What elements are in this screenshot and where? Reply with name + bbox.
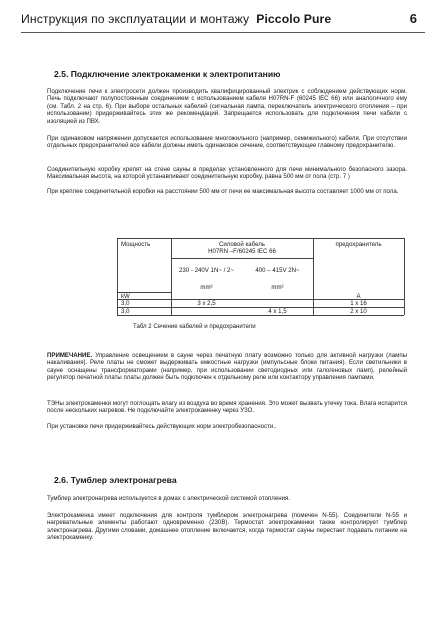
table-unit-mm2-400: mm² [271,284,284,291]
section-2-5-heading: 2.5. Подключение электрокаменки к электропитанию [54,69,281,79]
table-header-fuse: предохранитель [335,241,382,248]
table-unit-kw: kW [121,293,130,300]
section-2-5-paragraph-4: При креплее соединительной коробки на расстоянии 500 мм от печи ее максимальная высота составляет 1000 мм от пола. [47,188,399,195]
table-row-1-fuse: 1 x 16 [350,300,367,307]
page-header [21,12,425,38]
note-label: ПРИМЕЧАНИЕ. [47,352,93,359]
header-rule [21,32,425,33]
table-unit-mm2-230: mm² [200,284,213,291]
table-row-2-cable-400: 4 x 1,5 [268,308,287,315]
table-header-cable-type: H07RN –F/60245 IEC 66 [208,248,276,255]
section-2-5-paragraph-3: Соединительную коробку крепят на стене сауны в пределах установленного для печи минимального безопасного зазора. Максимальная высота, на которой устанавливают соединительную коробку, равна 500 мм от пола (стр. 7 ) [47,166,407,181]
section-2-5-paragraph-2: При одинаковом напряжении допускается использование многожильного (например, семижильного) кабеля. При отсутствии отдельных предохранителей все кабели должны иметь одинаковое сечение, соответствующее главному предохранителю. [47,135,407,150]
manual-title: Инструкция по эксплуатации и монтажу [21,12,250,26]
table-unit-a: A [356,293,361,300]
table-header-cable: Силовой кабель [218,241,265,248]
heater-moisture-paragraph: ТЭНы электрокаменки могут поглощать влагу из воздуха во время хранения. Это может вызвать утечку тока. Влага испарится после нескольких нагревов. Не подключайте электрокаменку через УЗО. [47,400,407,415]
electrical-rules-paragraph: При установке печи придерживайтесь действующих норм электробезопасности.. [47,423,277,430]
note-text: Управление освещением в сауне через печатную плату возможно только для активной нагрузки (лампы накаливания). Реле платы не сможет выдерживать емкостные нагрузки (импульсные блоки питания). Если светильники в сауне оснащены трансформаторами (например, при использовании светодиодных или галогеновых ламп), релейный регулятор печатной платы платы должен быть подключен к отдельному реле или контактору управления лампами. [47,352,407,382]
table-row-2-power: 3,0 [121,308,130,315]
table-row-1-power: 3,0 [121,300,130,307]
table-border-bottom [117,315,404,316]
product-name: Piccolo Pure [256,12,332,26]
table-border-top [117,238,404,239]
page-number: 6 [409,11,417,26]
section-2-6-heading: 2.6. Тумблер электронагрева [54,475,177,485]
section-2-5-paragraph-1: Подключение печи к электросети должен производить квалифицированный электрик с соблюдением действующих норм. Печь подключают полупостоянным соединением с использованием кабеля H07RN-F (60245 IEC 66) или аналогичного ему (см. Табл. 2 на стр. 6). При выборе остальных кабелей (сигнальная лампа, переключатель электрического отопления – при использовании) придерживайтесь этих же рекомендаций. Запрещается использовать для подключения печи кабели с изоляцией из ПВХ. [47,88,407,125]
table-header-power: Мощность [121,241,151,248]
note-paragraph [47,352,407,382]
section-2-6-paragraph-2: Электрокаменка имеет подключения для контроля тумблером электронагрева (помечен N-55). Соединители N-55 и нагревательные элементы работают одновременно (230В). Термостат электрокаменки также контролирует тумблер электронагрева. Другими словами, домашнее отопление включается, когда термостат сауны перестает подавать питание на электрокаменку. [47,512,407,542]
table-cable-subheader-rule [171,258,313,259]
cable-table [117,238,404,315]
section-2-6-paragraph-1: Тумблер электронагрева используется в домах с электрической системой отопления. [47,495,291,502]
table-row-2-fuse: 2 x 10 [350,308,367,315]
table-row-1-cable-230: 3 x 2,5 [197,300,216,307]
table-border-right [404,238,405,315]
table-border-left [117,238,118,315]
header-title [21,12,331,26]
table-voltage-230: 230 - 240V 1N~ / 2~ [179,267,234,274]
table-caption: Табл 2 Сечение кабелей и предохранители [133,323,256,330]
table-voltage-400: 400 – 415V 2N~ [255,267,300,274]
